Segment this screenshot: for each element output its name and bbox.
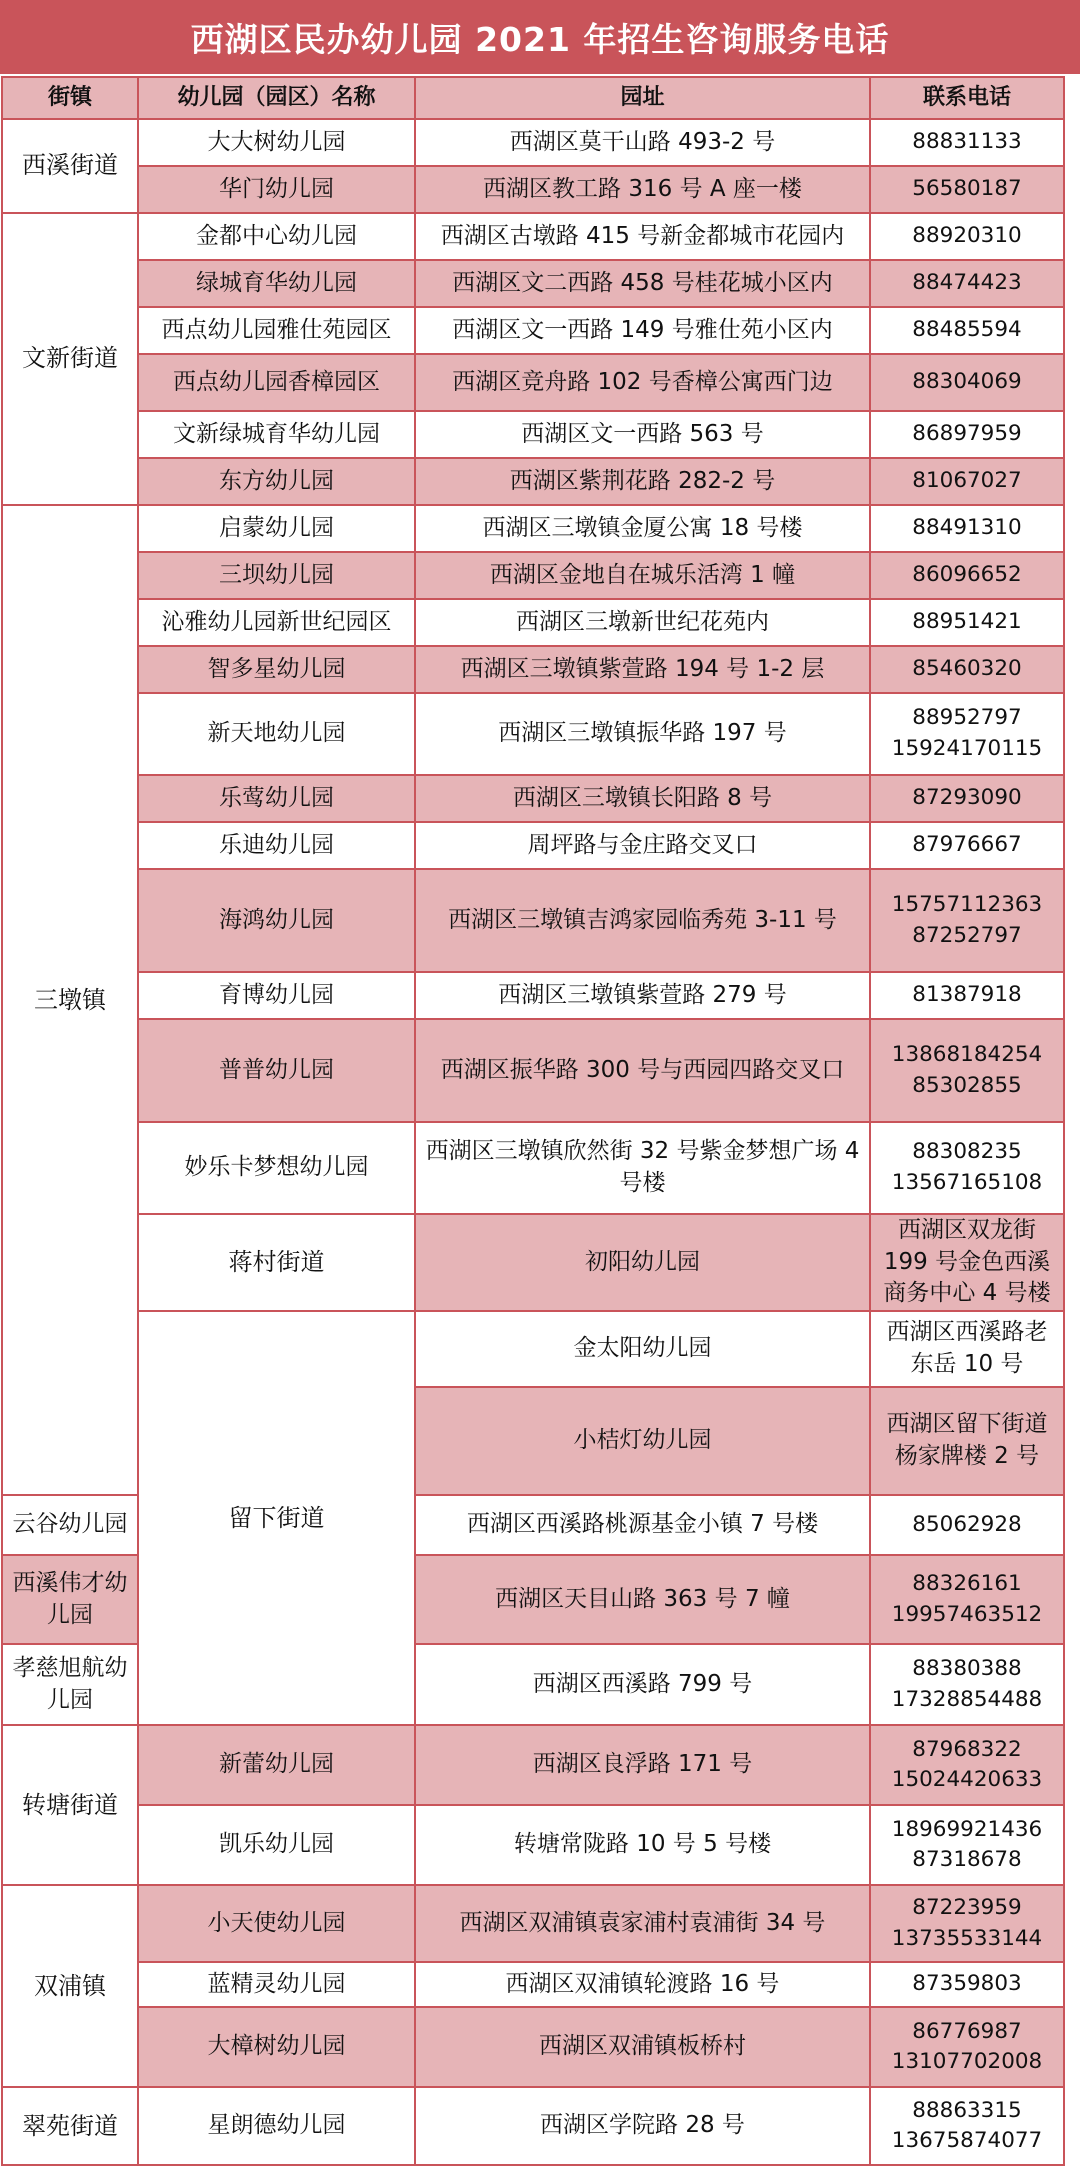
table-row xyxy=(2,2007,1064,2087)
cell-phone xyxy=(870,307,1064,354)
cell-phone xyxy=(870,2087,1064,2165)
phone-number: 17328854488 xyxy=(891,1686,1043,1712)
phone-number: 88380388 xyxy=(912,1656,1022,1682)
table-row xyxy=(2,775,1064,822)
cell-phone xyxy=(870,599,1064,646)
cell-town: 三墩镇 xyxy=(2,505,138,1495)
phone-number: 88485594 xyxy=(912,317,1022,343)
phone-number: 85062928 xyxy=(912,1511,1022,1537)
phone-number: 88920310 xyxy=(912,223,1022,249)
phone-number: 88304069 xyxy=(912,369,1022,395)
cell-address: 西湖区西溪路桃源基金小镇 7 号楼 xyxy=(415,1495,870,1555)
phone-number: 86096652 xyxy=(912,562,1022,588)
table-row xyxy=(2,166,1064,213)
cell-address: 西湖区教工路 316 号 A 座一楼 xyxy=(415,166,870,213)
table-row xyxy=(2,260,1064,307)
phone-number: 87968322 xyxy=(912,1736,1022,1762)
cell-town: 翠苑街道 xyxy=(2,2087,138,2165)
cell-phone xyxy=(870,822,1064,869)
cell-kindergarten-name: 文新绿城育华幼儿园 xyxy=(138,411,415,458)
cell-address: 西湖区三墩镇紫萱路 194 号 1-2 层 xyxy=(415,646,870,693)
cell-kindergarten-name: 西点幼儿园雅仕苑园区 xyxy=(138,307,415,354)
table-row xyxy=(2,1962,1064,2007)
cell-town: 西溪街道 xyxy=(2,119,138,213)
cell-address: 西湖区双浦镇袁家浦村袁浦街 34 号 xyxy=(415,1885,870,1962)
cell-address: 西湖区振华路 300 号与西园四路交叉口 xyxy=(415,1019,870,1122)
cell-kindergarten-name: 新天地幼儿园 xyxy=(138,693,415,775)
phone-number: 88831133 xyxy=(912,129,1022,155)
cell-kindergarten-name: 新蕾幼儿园 xyxy=(138,1725,415,1805)
phone-number: 81387918 xyxy=(912,982,1022,1008)
header-name: 幼儿园（园区）名称 xyxy=(138,77,415,119)
cell-kindergarten-name: 智多星幼儿园 xyxy=(138,646,415,693)
cell-kindergarten-name: 小桔灯幼儿园 xyxy=(415,1387,870,1495)
phone-number: 87293090 xyxy=(912,785,1022,811)
table-header-row xyxy=(2,77,1064,119)
phone-number: 86776987 xyxy=(912,2018,1022,2044)
cell-address: 西湖区双龙街 199 号金色西溪商务中心 4 号楼 xyxy=(870,1214,1064,1311)
cell-address: 西湖区文一西路 149 号雅仕苑小区内 xyxy=(415,307,870,354)
cell-kindergarten-name: 金都中心幼儿园 xyxy=(138,213,415,260)
table-row xyxy=(2,1805,1064,1885)
cell-kindergarten-name: 三坝幼儿园 xyxy=(138,552,415,599)
cell-address: 西湖区良浮路 171 号 xyxy=(415,1725,870,1805)
cell-kindergarten-name: 初阳幼儿园 xyxy=(415,1214,870,1311)
cell-address: 西湖区三墩镇金厦公寓 18 号楼 xyxy=(415,505,870,552)
cell-phone xyxy=(870,411,1064,458)
phone-number: 88308235 xyxy=(912,1139,1022,1165)
cell-address: 西湖区三墩镇长阳路 8 号 xyxy=(415,775,870,822)
cell-address: 西湖区西溪路 799 号 xyxy=(415,1644,870,1725)
table-row xyxy=(2,505,1064,552)
header-town: 街镇 xyxy=(2,77,138,119)
cell-kindergarten-name: 启蒙幼儿园 xyxy=(138,505,415,552)
table-row xyxy=(2,458,1064,505)
phone-number: 18969921436 xyxy=(891,1816,1043,1842)
cell-phone xyxy=(870,119,1064,166)
cell-phone xyxy=(870,505,1064,552)
table-row xyxy=(2,822,1064,869)
cell-kindergarten-name: 西溪伟才幼儿园 xyxy=(2,1555,138,1644)
cell-phone xyxy=(870,458,1064,505)
cell-kindergarten-name: 星朗德幼儿园 xyxy=(138,2087,415,2165)
cell-kindergarten-name: 凯乐幼儿园 xyxy=(138,1805,415,1885)
cell-address: 西湖区文一西路 563 号 xyxy=(415,411,870,458)
table-row xyxy=(2,1122,1064,1214)
cell-kindergarten-name: 云谷幼儿园 xyxy=(2,1495,138,1555)
phone-number: 88474423 xyxy=(912,270,1022,296)
phone-number: 88952797 xyxy=(912,705,1022,731)
table-row xyxy=(2,599,1064,646)
cell-phone xyxy=(870,869,1064,972)
table-row xyxy=(2,646,1064,693)
cell-address: 西湖区留下街道杨家牌楼 2 号 xyxy=(870,1387,1064,1495)
cell-phone xyxy=(870,354,1064,411)
cell-phone xyxy=(870,1495,1064,1555)
table-row xyxy=(2,1725,1064,1805)
table-row xyxy=(2,972,1064,1019)
cell-address: 西湖区天目山路 363 号 7 幢 xyxy=(415,1555,870,1644)
phone-number: 13675874077 xyxy=(891,2128,1043,2154)
cell-phone xyxy=(870,1122,1064,1214)
cell-kindergarten-name: 西点幼儿园香樟园区 xyxy=(138,354,415,411)
header-address: 园址 xyxy=(415,77,870,119)
table-row xyxy=(2,2087,1064,2165)
phone-number: 15757112363 xyxy=(891,891,1043,917)
cell-kindergarten-name: 育博幼儿园 xyxy=(138,972,415,1019)
cell-address: 西湖区三墩新世纪花苑内 xyxy=(415,599,870,646)
cell-address: 西湖区文二西路 458 号桂花城小区内 xyxy=(415,260,870,307)
cell-kindergarten-name: 孝慈旭航幼儿园 xyxy=(2,1644,138,1725)
phone-number: 13735533144 xyxy=(891,1925,1043,1951)
cell-kindergarten-name: 东方幼儿园 xyxy=(138,458,415,505)
phone-number: 19957463512 xyxy=(891,1601,1043,1627)
cell-phone xyxy=(870,213,1064,260)
table-row xyxy=(2,869,1064,972)
table-row xyxy=(2,213,1064,260)
table-row xyxy=(2,119,1064,166)
phone-number: 88326161 xyxy=(912,1571,1022,1597)
phone-number: 15024420633 xyxy=(891,1767,1043,1793)
phone-number: 56580187 xyxy=(912,176,1022,202)
page-title: 西湖区民办幼儿园 2021 年招生咨询服务电话 xyxy=(0,0,1080,74)
table-row xyxy=(2,1311,1064,1387)
table-row xyxy=(2,411,1064,458)
cell-address: 周坪路与金庄路交叉口 xyxy=(415,822,870,869)
cell-town: 转塘街道 xyxy=(2,1725,138,1885)
cell-phone xyxy=(870,775,1064,822)
phone-number: 13107702008 xyxy=(891,2049,1043,2075)
cell-phone xyxy=(870,1962,1064,2007)
phone-number: 86897959 xyxy=(912,421,1022,447)
cell-town: 留下街道 xyxy=(138,1311,415,1725)
cell-phone xyxy=(870,972,1064,1019)
cell-kindergarten-name: 沁雅幼儿园新世纪园区 xyxy=(138,599,415,646)
cell-kindergarten-name: 大樟树幼儿园 xyxy=(138,2007,415,2087)
phone-number: 88951421 xyxy=(912,609,1022,635)
cell-address: 西湖区竞舟路 102 号香樟公寓西门边 xyxy=(415,354,870,411)
phone-number: 87223959 xyxy=(912,1895,1022,1921)
cell-phone xyxy=(870,1019,1064,1122)
cell-phone xyxy=(870,260,1064,307)
cell-phone xyxy=(870,166,1064,213)
phone-number: 13868184254 xyxy=(891,1041,1043,1067)
header-phone: 联系电话 xyxy=(870,77,1064,119)
cell-kindergarten-name: 绿城育华幼儿园 xyxy=(138,260,415,307)
table-row xyxy=(2,354,1064,411)
cell-address: 西湖区三墩镇振华路 197 号 xyxy=(415,693,870,775)
cell-phone xyxy=(870,1725,1064,1805)
phone-number: 87976667 xyxy=(912,832,1022,858)
table-row xyxy=(2,552,1064,599)
phone-number: 13567165108 xyxy=(891,1170,1043,1195)
cell-phone xyxy=(870,646,1064,693)
table-body xyxy=(2,119,1064,2165)
table-row xyxy=(2,1019,1064,1122)
phone-number: 88863315 xyxy=(912,2097,1022,2123)
cell-address: 西湖区莫干山路 493-2 号 xyxy=(415,119,870,166)
cell-kindergarten-name: 小天使幼儿园 xyxy=(138,1885,415,1962)
cell-phone xyxy=(870,1555,1064,1644)
cell-phone xyxy=(870,2007,1064,2087)
cell-kindergarten-name: 妙乐卡梦想幼儿园 xyxy=(138,1122,415,1214)
cell-address: 西湖区双浦镇轮渡路 16 号 xyxy=(415,1962,870,2007)
cell-town: 文新街道 xyxy=(2,213,138,505)
cell-kindergarten-name: 乐莺幼儿园 xyxy=(138,775,415,822)
cell-town: 蒋村街道 xyxy=(138,1214,415,1311)
cell-kindergarten-name: 乐迪幼儿园 xyxy=(138,822,415,869)
phone-number: 15924170115 xyxy=(891,736,1043,761)
cell-address: 西湖区三墩镇吉鸿家园临秀苑 3-11 号 xyxy=(415,869,870,972)
cell-address: 西湖区紫荆花路 282-2 号 xyxy=(415,458,870,505)
cell-phone xyxy=(870,1644,1064,1725)
cell-kindergarten-name: 华门幼儿园 xyxy=(138,166,415,213)
phone-number: 88491310 xyxy=(912,515,1022,541)
cell-kindergarten-name: 金太阳幼儿园 xyxy=(415,1311,870,1387)
phone-number: 87359803 xyxy=(912,1971,1022,1997)
table-row xyxy=(2,307,1064,354)
cell-phone xyxy=(870,693,1064,775)
cell-address: 西湖区古墩路 415 号新金都城市花园内 xyxy=(415,213,870,260)
cell-kindergarten-name: 普普幼儿园 xyxy=(138,1019,415,1122)
cell-kindergarten-name: 大大树幼儿园 xyxy=(138,119,415,166)
table-row xyxy=(2,1214,1064,1311)
table-row xyxy=(2,693,1064,775)
cell-kindergarten-name: 蓝精灵幼儿园 xyxy=(138,1962,415,2007)
phone-number: 81067027 xyxy=(912,468,1022,494)
cell-address: 转塘常陇路 10 号 5 号楼 xyxy=(415,1805,870,1885)
phone-number: 85302855 xyxy=(912,1072,1022,1098)
cell-address: 西湖区三墩镇欣然街 32 号紫金梦想广场 4 号楼 xyxy=(415,1122,870,1214)
cell-address: 西湖区金地自在城乐活湾 1 幢 xyxy=(415,552,870,599)
cell-address: 西湖区三墩镇紫萱路 279 号 xyxy=(415,972,870,1019)
cell-phone xyxy=(870,552,1064,599)
cell-phone xyxy=(870,1885,1064,1962)
cell-address: 西湖区西溪路老东岳 10 号 xyxy=(870,1311,1064,1387)
kindergarten-table xyxy=(1,76,1065,2166)
cell-kindergarten-name: 海鸿幼儿园 xyxy=(138,869,415,972)
cell-address: 西湖区学院路 28 号 xyxy=(415,2087,870,2165)
phone-number: 87252797 xyxy=(912,922,1022,948)
table-row xyxy=(2,1885,1064,1962)
cell-address: 西湖区双浦镇板桥村 xyxy=(415,2007,870,2087)
phone-number: 87318678 xyxy=(912,1847,1022,1873)
phone-number: 85460320 xyxy=(912,656,1022,682)
cell-town: 双浦镇 xyxy=(2,1885,138,2087)
cell-phone xyxy=(870,1805,1064,1885)
